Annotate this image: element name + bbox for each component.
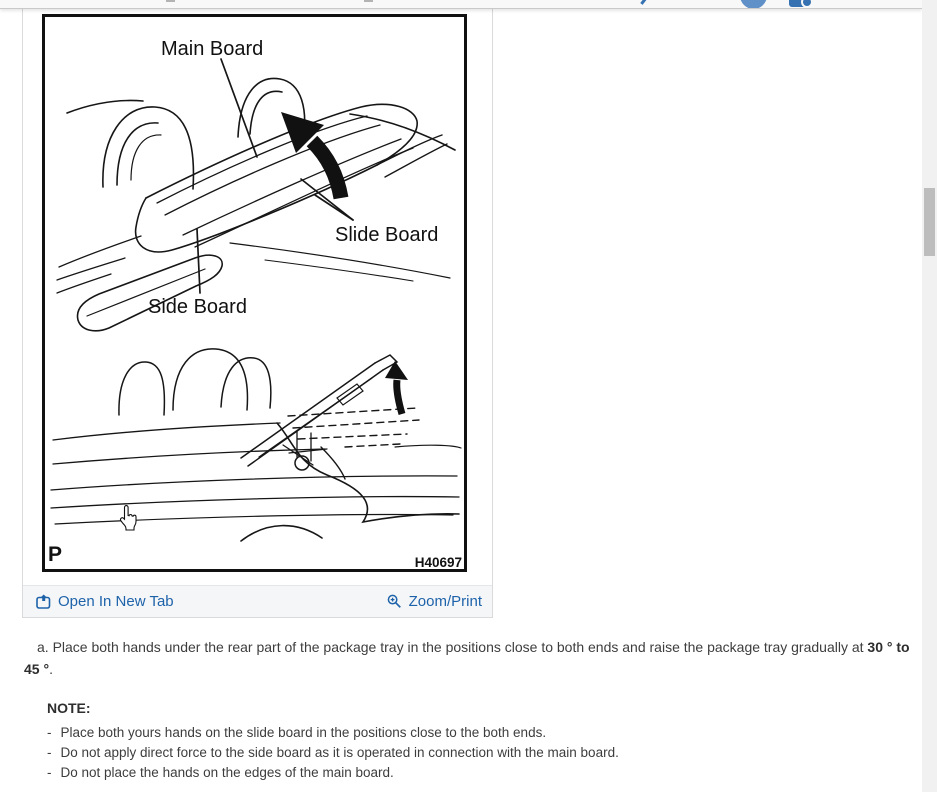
- figure-footer: [23, 585, 492, 617]
- note-block: [47, 700, 907, 783]
- open-in-new-tab-link[interactable]: [36, 593, 174, 610]
- main-board-label: Main Board: [161, 38, 264, 60]
- step-a-text: [24, 636, 912, 680]
- toolbar-icon-fragment: [364, 0, 373, 2]
- step-a-prefix: a. Place both hands under the rear part of the package tray in the positions close to both ends and raise the package tray gradually at: [37, 639, 868, 655]
- list-item: [47, 743, 907, 763]
- side-board-label: Side Board: [148, 296, 247, 318]
- open-in-new-tab-icon: [36, 594, 51, 609]
- bullet-marker: -: [47, 725, 52, 740]
- list-item: [47, 763, 907, 783]
- scrollbar-thumb[interactable]: [924, 188, 935, 256]
- step-a-angle-range: 30 ° to 45 °: [24, 639, 910, 677]
- bullet-marker: -: [47, 745, 52, 760]
- zoom-print-link[interactable]: [387, 593, 482, 610]
- top-toolbar: [0, 0, 922, 9]
- open-in-new-tab-label: Open In New Tab: [58, 593, 174, 610]
- technical-drawing: [45, 17, 464, 569]
- figure-card: [22, 0, 493, 618]
- help-badge-icon: [801, 0, 813, 8]
- hand-cursor: [116, 503, 138, 533]
- vertical-scrollbar[interactable]: [922, 0, 937, 792]
- note-item-text: Do not apply direct force to the side board as it is operated in connection with the main board.: [60, 745, 619, 760]
- note-item-text: Place both yours hands on the slide board in the positions close to the both ends.: [60, 725, 547, 740]
- toolbar-icon-fragment: [166, 0, 175, 2]
- zoom-in-icon: [387, 594, 402, 609]
- list-item: [47, 723, 907, 743]
- figure-frame[interactable]: [42, 14, 467, 572]
- search-icon[interactable]: [640, 0, 649, 5]
- figure-code: H40697: [414, 555, 462, 569]
- figure-corner-letter: P: [48, 543, 63, 566]
- zoom-print-label: Zoom/Print: [408, 593, 482, 610]
- slide-board-label: Slide Board: [335, 224, 439, 246]
- bullet-marker: -: [47, 765, 52, 780]
- note-item-text: Do not place the hands on the edges of the main board.: [60, 765, 394, 780]
- note-title: NOTE:: [47, 700, 91, 716]
- avatar[interactable]: [740, 0, 767, 9]
- step-a-suffix: .: [49, 661, 53, 677]
